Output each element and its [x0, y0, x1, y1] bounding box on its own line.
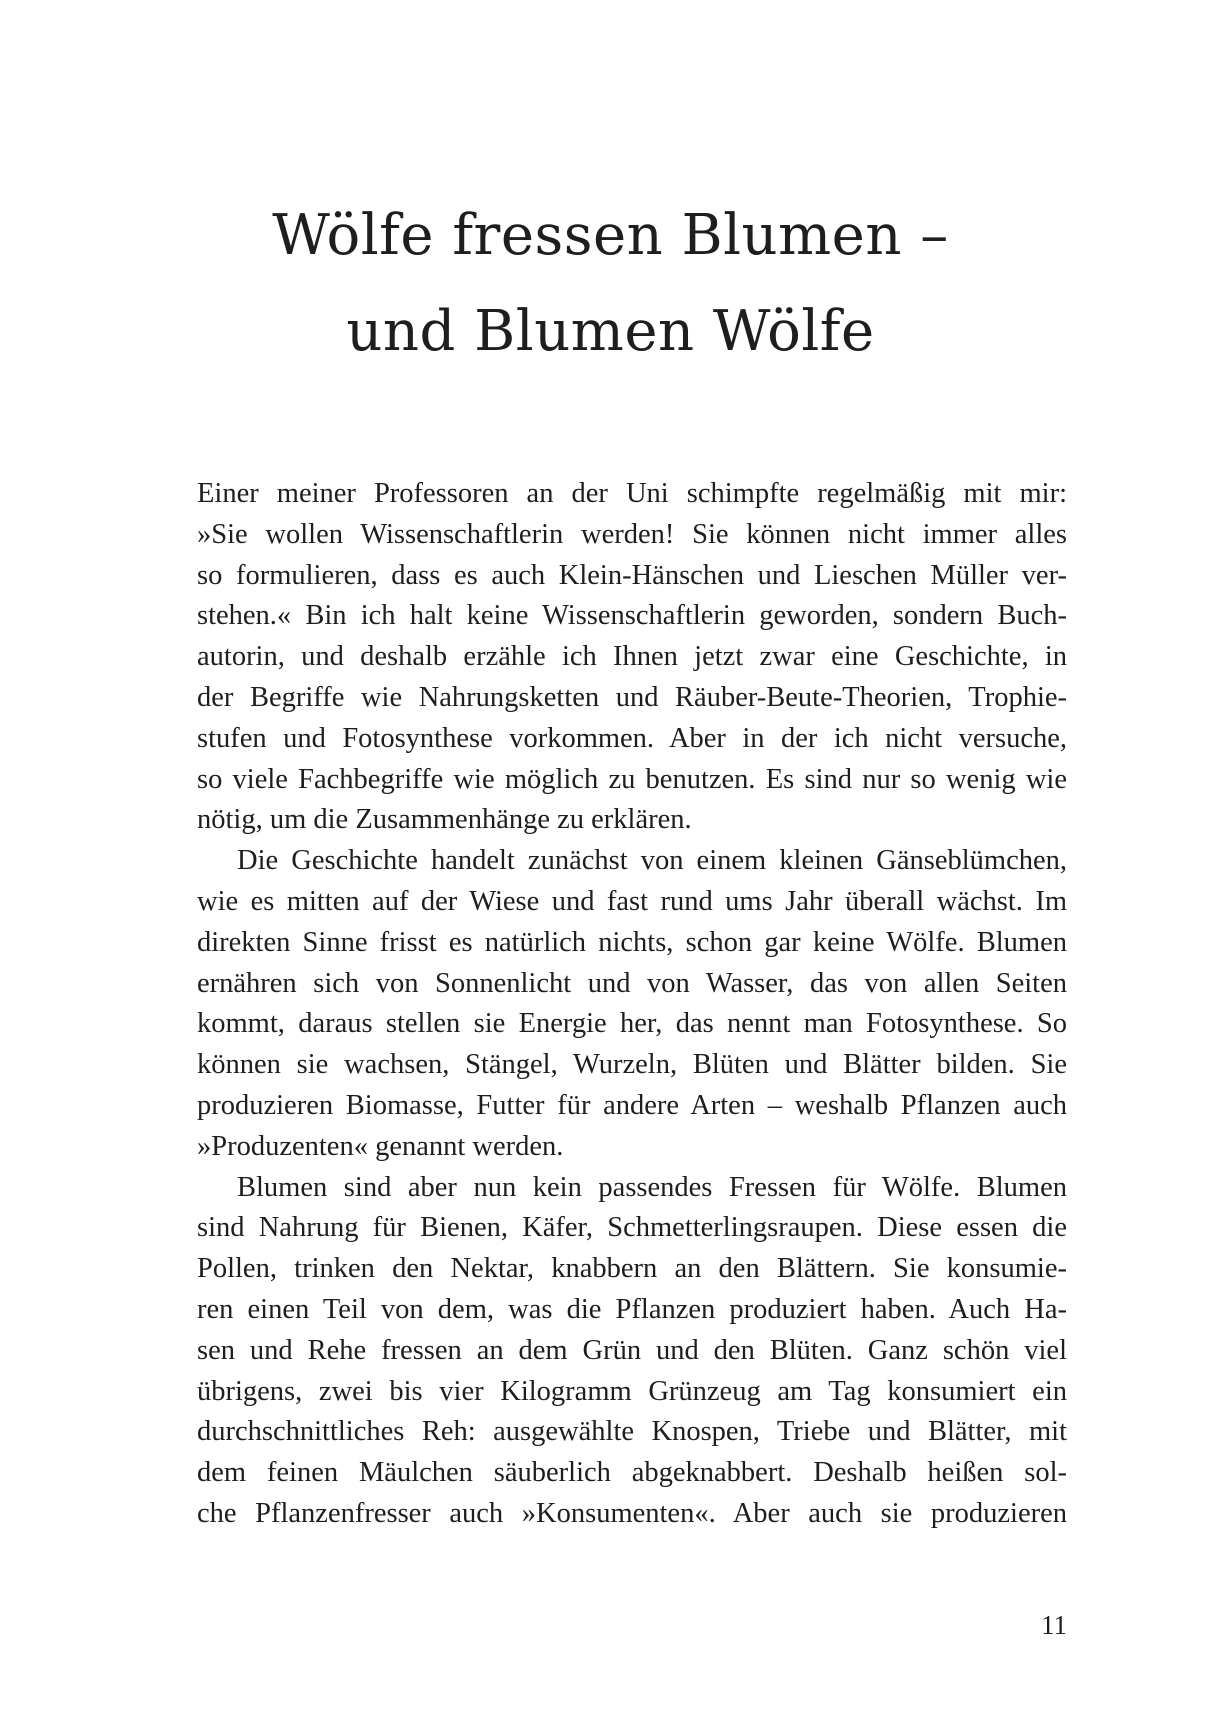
paragraph-1 — [197, 474, 1067, 841]
chapter-title — [0, 188, 1221, 380]
text-line: so viele Fachbegriffe wie möglich zu benutzen. Es sind nur so wenig wie — [197, 763, 1067, 795]
text-line: produzieren Biomasse, Futter für andere Arten – weshalb Pflanzen auch — [197, 1089, 1067, 1121]
text-line: so formulieren, dass es auch Klein-Hänschen und Lieschen Müller ver- — [197, 559, 1067, 591]
text-line: »Produzenten« genannt werden. — [197, 1130, 564, 1162]
text-line: stehen.« Bin ich halt keine Wissenschaftlerin geworden, sondern Buch- — [197, 600, 1067, 632]
text-line: kommt, daraus stellen sie Energie her, das nennt man Fotosynthese. So — [197, 1008, 1067, 1040]
paragraph-3 — [197, 1168, 1067, 1535]
chapter-title-line-2: und Blumen Wölfe — [346, 299, 875, 364]
text-line: sen und Rehe fressen an dem Grün und den Blüten. Ganz schön viel — [197, 1334, 1067, 1366]
text-line: ren einen Teil von dem, was die Pflanzen produziert haben. Auch Ha- — [197, 1293, 1067, 1325]
text-line: übrigens, zwei bis vier Kilogramm Grünzeug am Tag konsumiert ein — [197, 1375, 1067, 1407]
text-line: Blumen sind aber nun kein passendes Fressen für Wölfe. Blumen — [237, 1171, 1067, 1203]
text-line: durchschnittliches Reh: ausgewählte Knospen, Triebe und Blätter, mit — [197, 1416, 1067, 1448]
text-line: direkten Sinne frisst es natürlich nichts, schon gar keine Wölfe. Blumen — [197, 926, 1067, 958]
body-text — [197, 474, 1067, 1535]
text-line: che Pflanzenfresser auch »Konsumenten«. Aber auch sie produzieren — [197, 1497, 1067, 1529]
text-line: können sie wachsen, Stängel, Wurzeln, Blüten und Blätter bilden. Sie — [197, 1049, 1067, 1081]
page-number: 11 — [1041, 1610, 1067, 1640]
text-line: »Sie wollen Wissenschaftlerin werden! Sie können nicht immer alles — [197, 518, 1067, 550]
text-line: Die Geschichte handelt zunächst von einem kleinen Gänseblümchen, — [237, 845, 1067, 877]
text-line: wie es mitten auf der Wiese und fast rund ums Jahr überall wächst. Im — [197, 885, 1067, 917]
text-line: nötig, um die Zusammenhänge zu erklären. — [197, 804, 692, 836]
paragraph-2 — [197, 841, 1067, 1167]
text-line: stufen und Fotosynthese vorkommen. Aber in der ich nicht versuche, — [197, 722, 1067, 754]
text-line: Einer meiner Professoren an der Uni schimpfte regelmäßig mit mir: — [197, 478, 1067, 509]
text-line: sind Nahrung für Bienen, Käfer, Schmetterlingsraupen. Diese essen die — [197, 1212, 1067, 1244]
text-line: der Begriffe wie Nahrungsketten und Räuber-Beute-Theorien, Trophie- — [197, 681, 1067, 713]
text-line: dem feinen Mäulchen säuberlich abgeknabbert. Deshalb heißen sol- — [197, 1457, 1067, 1489]
text-line: Pollen, trinken den Nektar, knabbern an den Blättern. Sie konsumie- — [197, 1253, 1067, 1285]
chapter-title-line-1: Wölfe fressen Blumen – — [272, 203, 949, 268]
text-line: ernähren sich von Sonnenlicht und von Wasser, das von allen Seiten — [197, 967, 1067, 999]
text-line: autorin, und deshalb erzähle ich Ihnen jetzt zwar eine Geschichte, in — [197, 641, 1067, 673]
